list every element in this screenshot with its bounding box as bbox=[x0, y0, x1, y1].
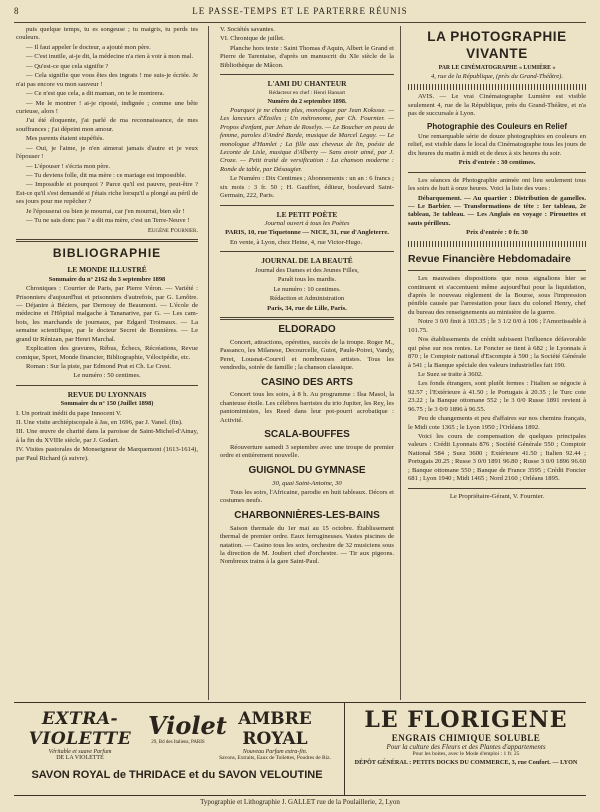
petit-poete-sale: En vente, à Lyon, chez Heine, 4, rue Victor-Hugo. bbox=[230, 238, 363, 246]
paragraph: Les mauvaises dispositions que nous signalions hier se continuent et s'accentuent même aujourd'hui pour la liquidation, d'après le nouveau règlement de la Bourse, sous l'impression pénible causée par l'arrestation pour faux du colonel Henry, chef du bureau des renseignements au ministère de la guerre. bbox=[408, 275, 586, 316]
ambre-royal-sub: Nouveau Parfum extra-fin. bbox=[242, 749, 308, 755]
column-left bbox=[16, 26, 198, 700]
planche-text: Planche hors texte : Saint Thomas d'Aquin, Albert le Grand et Pierre de Tarentaise, d'après un manuscrit du XIe siècle de la Bibliothèque de Mâcon. bbox=[220, 44, 394, 69]
petit-poete-heading: LE PETIT POÈTE bbox=[276, 209, 338, 219]
revue-lyonnais-list bbox=[16, 410, 198, 464]
paragraph: — Ce n'est que cela, a dit maman, on te le montrera. bbox=[26, 90, 165, 98]
paragraph: Je l'épouserai ou bien je mourrai, car j'en mourrai, bien sûr ! bbox=[26, 207, 185, 215]
story-signature: Eugène Fournier. bbox=[147, 226, 198, 234]
petit-poete-address: PARIS, 10, rue Tiquetonne — NICE, 31, rue d'Angleterre. bbox=[225, 229, 389, 237]
journal-beaute-lines bbox=[220, 267, 394, 304]
paragraph: — L'épouser ! s'écria mon père. bbox=[26, 162, 111, 170]
paragraph: I. Un portrait inédit du pape Innocent V. bbox=[16, 409, 122, 417]
divider bbox=[16, 239, 198, 242]
paragraph: — Cela signifie que vous êtes des ingrats ! me suis-je écriée. Je n'ai pas encore vu mon sauveur ! bbox=[16, 72, 198, 88]
scala-text: Réouverture samedi 3 septembre avec une troupe de premier ordre et entièrement nouvelle. bbox=[220, 443, 394, 460]
florigene-title: LE FLORIGENE bbox=[364, 707, 568, 733]
paragraph: puis quelque temps, tu es songeuse ; tu maigris, tu perds tes couleurs. bbox=[16, 26, 198, 42]
ami-chanteur-heading: L'AMI DU CHANTEUR bbox=[267, 79, 347, 89]
paragraph: VI. Chronique de juillet. bbox=[220, 35, 285, 43]
paragraph: — Oui, je l'aime, je n'en aimerai jamais d'autre et je veux l'épouser ! bbox=[16, 144, 198, 161]
journal-beaute-address: Paris, 34, rue de Lille, Paris. bbox=[267, 304, 347, 312]
vues-list: Débarquement. — Au quartier : Distribution de gamelles. — Le Barbier. — Transformations de tête : 1er tableau, 2e tableau, 3e tableau. — Les Anglais en voyage : Pirouettes et sauts périlleux. bbox=[408, 194, 586, 227]
paragraph: Rédaction et Administration bbox=[269, 295, 345, 303]
cinematographe-sub: PAR LE CINÉMATOGRAPHE « LUMIÈRE » bbox=[438, 64, 556, 71]
paragraph: III. Une œuvre de charité dans la paroisse de Saint-Michel-d'Ainay, à la fin du XVIIIe siècle, par J. Godart. bbox=[16, 428, 198, 444]
eldorado-heading: ELDORADO bbox=[278, 324, 336, 335]
monde-illustre-price: Le numéro : 50 centimes. bbox=[73, 372, 141, 380]
revue-lyonnais-sommaire: Sommaire du n° 150 (Juillet 1898) bbox=[60, 400, 154, 408]
monde-illustre-text bbox=[16, 285, 198, 371]
column-middle bbox=[220, 26, 394, 700]
guignol-text: Tous les soirs, l'Africaine, parodie en huit tableaux. Décors et costumes neufs. bbox=[220, 489, 394, 505]
paragraph: — Tu ne sais donc pas ? a dit ma mère, c'est un Terre-Neuve ! bbox=[26, 217, 190, 225]
paragraph: V. Sociétés savantes. bbox=[220, 26, 275, 33]
ami-chanteur-date: Numéro du 2 septembre 1898. bbox=[267, 97, 347, 105]
photographie-vivante-heading: LA PHOTOGRAPHIE VIVANTE bbox=[427, 29, 567, 62]
scala-heading: SCALA-BOUFFES bbox=[264, 429, 350, 441]
paragraph: Paraît tous les mardis. bbox=[277, 276, 337, 284]
paragraph: Mes parents étaient stupéfiés. bbox=[26, 135, 105, 143]
violet-logo: Violet bbox=[148, 711, 227, 740]
revue-lyonnais-list-cont bbox=[220, 26, 394, 44]
story-text bbox=[16, 26, 198, 226]
ambre-royal-ad bbox=[210, 703, 340, 795]
printer-imprint: Typographie et Lithographie J. GALLET rue de la Poulaillerie, 2, Lyon bbox=[200, 798, 400, 806]
paragraph: — Qu'est-ce que cela signifie ? bbox=[26, 62, 109, 70]
florigene-depot: DÉPÔT GÉNÉRAL : PETITS DOCKS DU COMMERCE, 3, rue Confort. — LYON bbox=[354, 759, 578, 766]
gerant-line: Le Propriétaire-Gérant, V. Fournier. bbox=[449, 492, 545, 500]
bibliographie-heading: BIBLIOGRAPHIE bbox=[52, 246, 162, 261]
charbonnieres-heading: CHARBONNIÈRES-LES-BAINS bbox=[234, 509, 380, 521]
column-rule bbox=[400, 26, 401, 700]
paragraph: Explication des gravures, Rébus, Échecs, Récréations, Revue comique, Sport, Monde financier, Bibliographie, Vélocipédie, etc. bbox=[16, 345, 198, 361]
paragraph: — Impossible et pourquoi ? Parce qu'il est pauvre, peut-être ? Est-ce qu'il s'est demandé si j'étais riche lorsqu'il a plongé au péril de ses jours pour me repêcher ? bbox=[16, 181, 198, 206]
paragraph: Notre 3 0/0 finit à 103.35 ; le 3 1/2 0/0 à 106 ; l'Amortissable à 101.75. bbox=[408, 318, 586, 334]
divider bbox=[220, 251, 394, 252]
cinematographe-address: 4, rue de la République, (près du Grand-Théâtre). bbox=[431, 72, 563, 80]
ambre-royal-title: AMBRE ROYAL bbox=[238, 709, 312, 749]
ami-chanteur-text: Pourquoi je ne chante plus, monologue par Jean Kokssse. — Les lanceurs d'Étoiles ; Un métronome, par Ch. Fournier. — Propos d'enfant, par Jehan de Roselys. — Le Boucher en peau de femme, paroles d'André Barde, musique de Marcel Legay. — Le monologue d'Hamlet ; La fille aux cheveux de lin, poésie de Leconte de Lisle, musique d'Alberty — Sans avoir aimé, par J. Croze. — Petit traité de versification : La chanson moderne : Ronde de table, par Désaugier. bbox=[220, 106, 394, 173]
savon-line: SAVON ROYAL de THRIDACE et du SAVON VELOUTINE bbox=[31, 769, 323, 781]
revue-lyonnais-heading: REVUE DU LYONNAIS bbox=[67, 389, 147, 399]
column-rule bbox=[208, 26, 209, 700]
ami-chanteur-price: Le Numéro : Dix Centimes ; Abonnements : un an : 6 francs ; six mois : 3 fr. 50 ; H. Gauffret, éditeur, boulevard Saint-Germain, 222, Paris. bbox=[220, 175, 394, 200]
extra-violette-ad bbox=[14, 703, 146, 795]
paragraph: — C'est inutile, ai-je dit, la médecine n'a rien à voir à mon mal. bbox=[26, 53, 194, 61]
florigene-ad bbox=[344, 703, 587, 795]
couleurs-price: Prix d'entrée : 30 centimes. bbox=[458, 159, 536, 167]
page-header bbox=[14, 6, 586, 23]
ambre-royal-sub2: Savons, Extraits, Eaux de Toilettes, Poudres de Riz. bbox=[219, 755, 331, 761]
paragraph: II. Une visite archiépiscopale à Jas, en 1696, par J. Vanel. (fin). bbox=[16, 418, 183, 426]
couleurs-text: Une remarquable série de douze photographies en couleurs en relief, est visible dans le local du Cinématographe tous les jours de dix heures du matin à midi et de deux à six heures du soir. bbox=[408, 132, 586, 157]
avis-text: AVIS. — Le vrai Cinématographe Lumière est visible seulement 4, rue de la République, près du Grand-Théâtre, et n'a pas de succursale à Lyon. bbox=[408, 93, 586, 118]
paragraph: Journal des Dames et des Jeunes Filles, bbox=[255, 266, 359, 274]
extra-violette-sub: Véritable et suave Parfum bbox=[48, 749, 112, 755]
eldorado-text: Concert, attractions, opérettes, succès de la troupe. Roger M., Passanco, les Milanese, Decourcelle, Guiot, Paule-Poiret, Vandy, Peret, Lousnat-Courvil et nombreuses artistes. Tous les vendredis, soirée de famille ; la chanson classique. bbox=[220, 338, 394, 372]
florigene-sub3: Pour les boites, avec le Mode d'emploi : 1 fr. 25 bbox=[412, 751, 520, 757]
ornament-rule bbox=[408, 84, 586, 90]
paragraph: Le Suez se traite à 3602. bbox=[418, 370, 483, 378]
column-right bbox=[408, 26, 586, 700]
divider bbox=[408, 488, 586, 489]
florigene-sub: ENGRAIS CHIMIQUE SOLUBLE bbox=[391, 733, 541, 743]
masthead-title: LE PASSE-TEMPS ET LE PARTERRE RÉUNIS bbox=[192, 6, 408, 16]
divider bbox=[408, 270, 586, 271]
casino-text: Concert tous les soirs, à 8 h. Au programme : Ilsa Masol, la chanteuse étoile. Les célèbres barristes du trio Jupiter, les Rey, les pantomimistes, les Reed dans leur pot-pourri acrobatique : Activité. bbox=[220, 391, 394, 424]
divider bbox=[220, 74, 394, 75]
florigene-sub2: Pour la culture des Fleurs et des Plantes d'appartements bbox=[386, 743, 546, 751]
monde-illustre-sommaire: Sommaire du n° 2162 du 3 septembre 1898 bbox=[48, 275, 166, 283]
violet-address: 29, Bd des Italiens, PARIS bbox=[151, 740, 205, 745]
revue-financiere-heading: Revue Financière Hebdomadaire bbox=[408, 252, 571, 265]
paragraph: Les fonds étrangers, sont plutôt fermes : l'italien se négocie à 92.57 ; l'Extérieure à 41.50 ; le Portugais à 20.35 ; le Turc cote 23.22 ; la Banque ottomane 552 ; le 3 0/0 Russe 1891 revient à 96.75 ; le 3 0/0 1896 à 96.55. bbox=[408, 380, 586, 413]
paragraph: Nos établissements de crédit subissent l'influence défavorable qui pèse sur nos rentes. Le Foncier se tient à 682 ; le Lyonnais à 870 ; le Comptoir national d'Escompte à 590 ; la Société Générale à 541 ; la Banque spéciale des valeurs industrielles fait 190. bbox=[408, 336, 586, 369]
paragraph: Voici les cours de compensation de quelques principales valeurs : Crédit Lyonnais 876 ; Société Générale 550 ; Comptoir National 584 ; Suez 3600 ; Extérieure 41.50 ; Italien 92.44 ; Portugais 20.25 ; Russe 3 0/0 1891 96.80 ; Russe 3 0/0 1896 96.60 ; Banque ottomane 550 ; Banque de France 3595 ; Crédit Foncier 681 ; Lyon 1940 ; Midi 1465 ; Nord 2160 ; Orléans 1895. bbox=[408, 433, 586, 483]
violet-ad bbox=[148, 703, 227, 795]
paragraph: Le numéro : 10 centimes. bbox=[273, 285, 341, 293]
paragraph: Chroniques : Courrier de Paris, par Pierre Véron. — Variété : Prisonniers d'aujourd'hui et prisonniers d'autrefois, par G. Lenôtre. — Déjanire à Béziers, par Dernouy de Beaumont. — L'école de médecine et l'Hôpital malgache à Tananarive, par G. — Les cam-bots, les marchands de journaux, par Edgard Troimaux. — La semaine scientifique, par le docteur Secret de Bonnières. — Le grand tir Rénizan, par Henri Marchal. bbox=[16, 285, 198, 343]
charbonnieres-text: Saison thermale du 1er mai au 15 octobre. Établissement thermal de premier ordre. Eaux ferrugineuses. Vastes piscines de natation. — Casino tous les soirs, orchestre de 32 musiciens sous la direction de M. Joubert chef d'orchestre. — Tir aux pigeons. Nombreux trains à la gare Saint-Paul. bbox=[220, 524, 394, 566]
advertisement-band bbox=[14, 702, 586, 796]
divider bbox=[408, 172, 586, 173]
casino-heading: CASINO DES ARTS bbox=[261, 376, 353, 388]
paragraph: Peu de changements et peu d'affaires sur nos chemins français, le Midi cote 1365 ; le Lyon 1950 ; l'Orléans 1892. bbox=[408, 415, 586, 431]
ornament-rule bbox=[408, 241, 586, 247]
guignol-address: 30, quai Saint-Antoine, 30 bbox=[272, 479, 342, 487]
monde-illustre-heading: LE MONDE ILLUSTRÉ bbox=[67, 265, 147, 275]
paragraph: — Tu deviens folle, dit ma mère : ce mariage est impossible. bbox=[26, 172, 187, 179]
couleurs-heading: Photographie des Couleurs en Relief bbox=[426, 121, 568, 131]
paragraph: — Me le montrer ! ai-je riposté, indignée ; comme une bête curieuse, alors ! bbox=[16, 99, 198, 115]
paragraph: Roman : Sur la piste, par Edmond Prat et Ch. Le Crest. bbox=[26, 363, 172, 371]
ami-chanteur-redacteur: Rédacteur en chef : Henri Hansart bbox=[268, 89, 346, 96]
page-number: 8 bbox=[14, 6, 19, 16]
seances-text: Les séances de Photographie animée ont lieu seulement tous les soirs de huit à onze heures. Voici la liste des vues : bbox=[408, 176, 586, 193]
revue-financiere-text bbox=[408, 275, 586, 484]
paragraph: J'ai été éloquente, j'ai parlé de ma reconnaissance, de mes souffrances ; j'ai dépeint mon amour. bbox=[16, 117, 198, 133]
seances-price: Prix d'entrée : 0 fr. 30 bbox=[466, 229, 528, 237]
paragraph: — Il faut appeler le docteur, a ajouté mon père. bbox=[26, 43, 151, 51]
extra-violette-sub2: DE LA VIOLETTE bbox=[56, 755, 104, 761]
divider bbox=[220, 317, 394, 320]
extra-violette-title: EXTRA-VIOLETTE bbox=[28, 709, 132, 749]
journal-beaute-heading: JOURNAL DE LA BEAUTÉ bbox=[261, 256, 353, 266]
divider bbox=[16, 385, 198, 386]
guignol-heading: GUIGNOL DU GYMNASE bbox=[248, 464, 366, 476]
petit-poete-sub: Journal ouvert à tous les Poètes bbox=[264, 220, 350, 228]
divider bbox=[220, 205, 394, 206]
paragraph: IV. Visites pastorales de Monseigneur de Marquemont (1613-1614), par Paul Richard (à suivre). bbox=[16, 446, 198, 462]
